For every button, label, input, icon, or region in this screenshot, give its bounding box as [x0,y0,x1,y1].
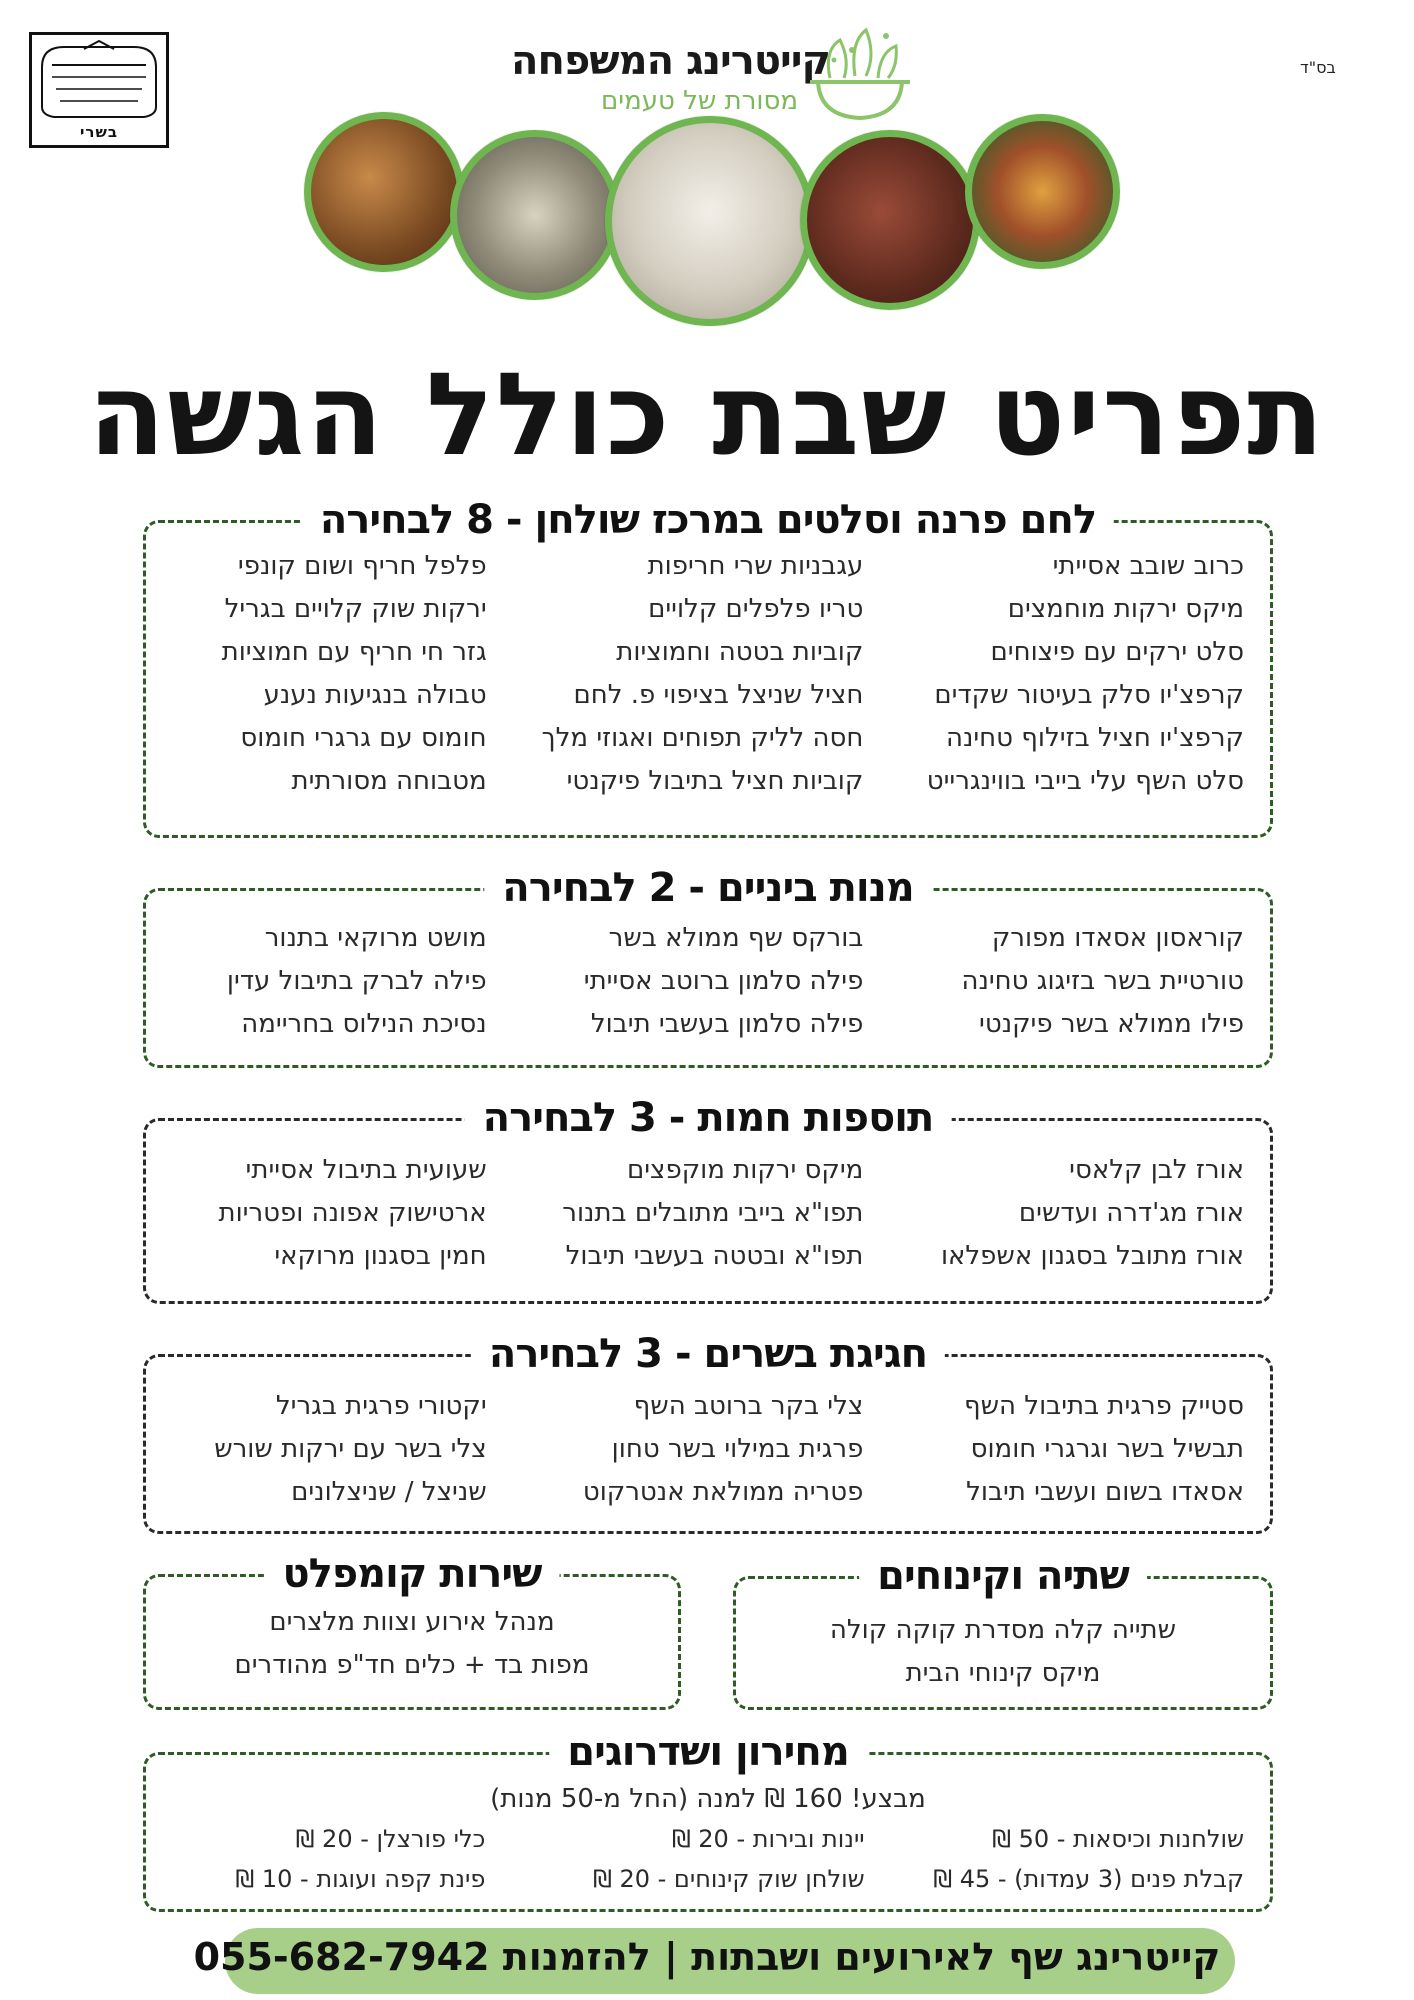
mid-courses-title: מנות ביניים - 2 לבחירה [484,865,931,911]
list-item: מטבוחה מסורתית [291,766,487,796]
list-item: תפו"א בייבי מתובלים בתנור [562,1198,864,1228]
salads-table-photo [450,130,620,300]
list-item: חציל שניצל בציפוי פ. לחם [573,680,864,710]
list-item: מושט מרוקאי בתנור [264,923,487,953]
salads-section [143,497,1273,838]
list-item: טורטיית בשר בזיגוג טחינה [961,966,1244,996]
salads-column [523,545,904,803]
salads-title: לחם פרנה וסלטים במרכז שולחן - 8 לבחירה [302,497,1114,543]
list-item: טריו פלפלים קלויים [648,594,864,624]
list-item: נסיכת הנילוס בחריימה [241,1009,487,1039]
list-item: פילו ממולא בשר פיקנטי [979,1009,1244,1039]
list-item: טבולה בנגיעות נענע [263,680,487,710]
list-item: כלי פורצלן - 20 ₪ [295,1825,486,1853]
list-item: קוביות חציל בתיבול פיקנטי [566,766,864,796]
grilled-steak-photo [800,130,980,310]
meats-title: חגיגת בשרים - 3 לבחירה [471,1331,945,1377]
list-item: עגבניות שרי חריפות [647,551,864,581]
list-item: חמין בסגנון מרוקאי [274,1241,487,1271]
list-item: שעועית בתיבול אסייתי [245,1155,487,1185]
menu-title: תפריט שבת כולל הגשה [88,348,1326,482]
list-item: מיקס ירקות מוחמצים [1007,594,1244,624]
salads-column [146,545,523,803]
list-item: אורז מג'דרה ועדשים [1018,1198,1244,1228]
list-item: פינת קפה ועוגות - 10 ₪ [235,1865,486,1893]
complete-service-title: שירות קומפלט [265,1551,560,1597]
list-item: תבשיל בשר וגרגרי חומוס [970,1434,1244,1464]
list-item: פילה סלמון ברוטב אסייתי [583,966,864,996]
list-item: חומוס עם גרגרי חומוס [240,723,487,753]
footer-tagline: קייטרינג שף לאירועים ושבתות | להזמנות [502,1935,1221,1979]
phone-number[interactable]: 055-682-7942 [193,1935,490,1979]
mid-courses-column [523,917,904,1046]
salads-column [903,545,1270,803]
list-item: פילה סלמון בעשבי תיבול [590,1009,864,1039]
pricing-column [905,1819,1270,1899]
list-item: סטייק פרגית בתיבול השף [964,1391,1244,1421]
list-item: מפות בד + כלים חד"פ מהודרים [234,1650,590,1680]
brand-name: קייטרינג המשפחה [511,38,830,84]
complete-service-section [143,1551,681,1710]
list-item: קוראסון אסאדו מפורק [991,923,1244,953]
list-item: ארטישוק אפונה ופטריות [218,1198,487,1228]
set-table-photo [605,116,815,326]
fruit-platter-photo [965,114,1120,269]
pricing-title: מחירון ושדרוגים [549,1729,867,1775]
list-item: צלי בשר עם ירקות שורש [214,1434,487,1464]
list-item: פטריה ממולאת אנטרקוט [582,1477,864,1507]
list-item: פרגית במילוי בשר טחון [611,1434,864,1464]
drinks-desserts-title: שתיה וקינוחים [859,1553,1147,1599]
brand-subtitle: מסורת של טעמים [601,86,798,116]
pricing-column [525,1819,904,1899]
list-item: שולחנות וכיסאות - 50 ₪ [992,1825,1244,1853]
list-item: מיקס ירקות מוקפצים [626,1155,864,1185]
list-item: יינות ובירות - 20 ₪ [671,1825,865,1853]
list-item: גזר חי חריף עם חמוציות [221,637,487,667]
pricing-section [143,1729,1273,1912]
bsd-mark: בס"ד [1300,58,1336,77]
list-item: מנהל אירוע וצוות מלצרים [269,1607,555,1637]
list-item: כרוב שובב אסייתי [1052,551,1244,581]
meats-section [143,1331,1273,1534]
list-item: פילה לברק בתיבול עדין [226,966,487,996]
hot-sides-title: תוספות חמות - 3 לבחירה [465,1095,952,1141]
hot-sides-column [146,1149,523,1278]
list-item: קרפצ'יו סלק בעיטור שקדים [934,680,1244,710]
list-item: שניצל / שניצלונים [291,1477,487,1507]
list-item: חסה לליק תפוחים ואגוזי מלך [541,723,864,753]
list-item: ירקות שוק קלויים בגריל [224,594,487,624]
hot-sides-column [523,1149,904,1278]
mid-courses-column [146,917,523,1046]
brand-logo [511,30,910,120]
meats-column [146,1385,523,1514]
food-photos-strip [300,108,1120,328]
list-item: אורז מתובל בסגנון אשפלאו [940,1241,1244,1271]
list-item: אסאדו בשום ועשבי תיבול [966,1477,1244,1507]
list-item: צלי בקר ברוטב השף [633,1391,864,1421]
list-item: אורז לבן קלאסי [1069,1155,1244,1185]
list-item: קוביות בטטה וחמוציות [616,637,864,667]
list-item: שתייה קלה מסדרת קוקה קולה [829,1615,1177,1645]
list-item: קרפצ'יו חציל בזילוף טחינה [945,723,1244,753]
footer-contact [0,1935,1414,1979]
meats-column [903,1385,1270,1514]
list-item: סלט השף עלי בייבי בווינגרייט [926,766,1244,796]
list-item: יקטורי פרגית בגריל [275,1391,487,1421]
kosher-label: בשרי [80,123,118,141]
fried-meat-photo [304,112,464,272]
mid-courses-section [143,865,1273,1068]
hot-sides-column [903,1149,1270,1278]
list-item: תפו"א ובטטה בעשבי תיבול [565,1241,864,1271]
drinks-desserts-section [733,1553,1273,1710]
list-item: פלפל חריף ושום קונפי [237,551,487,581]
list-item: מיקס קינוחי הבית [905,1658,1101,1688]
price-deal: מבצע! 160 ₪ למנה (החל מ-50 מנות) [490,1784,926,1814]
list-item: שולחן שוק קינוחים - 20 ₪ [593,1865,865,1893]
pricing-column [146,1819,525,1899]
kosher-certificate-stamp [29,32,169,148]
list-item: סלט ירקים עם פיצוחים [990,637,1244,667]
hot-sides-section [143,1095,1273,1304]
list-item: בורקס שף ממולא בשר [608,923,864,953]
mid-courses-column [903,917,1270,1046]
list-item: קבלת פנים (3 עמדות) - 45 ₪ [933,1865,1244,1893]
meats-column [523,1385,904,1514]
